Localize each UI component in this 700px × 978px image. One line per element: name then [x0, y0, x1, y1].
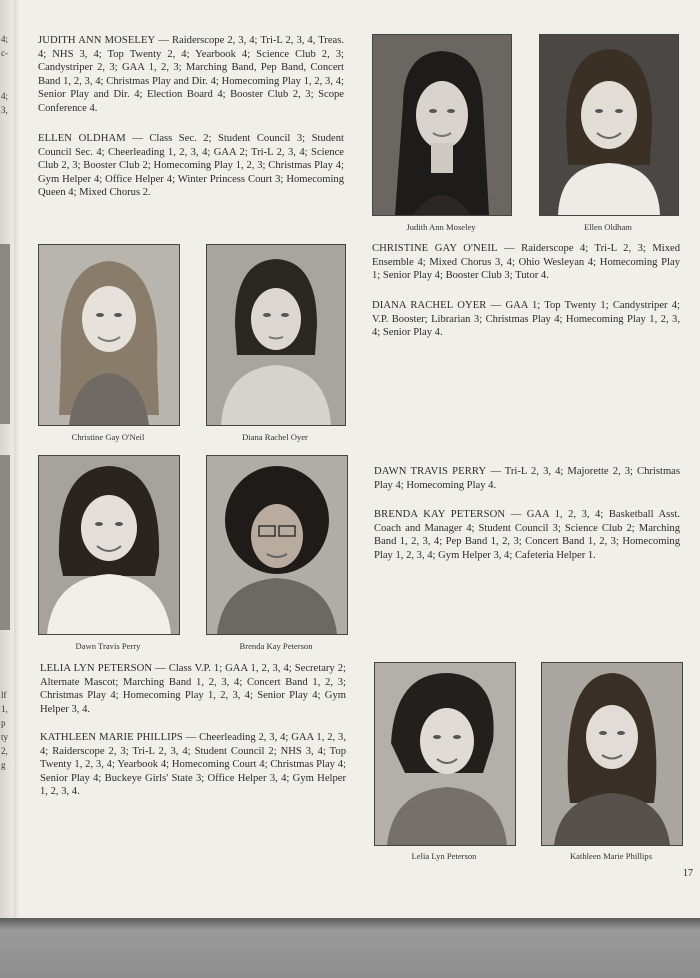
portrait-photo [541, 662, 683, 846]
bio-text: — Tri-L 2, 3, 4; Majorette 2, 3; Christmas Play 4; Homecoming Play 4. [374, 466, 681, 491]
photo-caption: Diana Rachel Oyer [242, 432, 308, 442]
bio-text: — GAA 1, 2, 3, 4; Basketball Asst. Coach and Manager 4; Student Council 3; Science Club 2; Marching Band 1, 2, 3, 4; Pep Band 1, 2, 3; Concert Band 1, 2, 3; Homecoming Play 1, 2, 3, 4; Gym Helper 3, 4; Cafeteria Helper 1. [374, 509, 680, 561]
portrait-photo [38, 244, 180, 426]
bio-l-peterson [40, 662, 346, 716]
bio-b-peterson [374, 508, 680, 562]
margin-fragment: 2, [1, 746, 8, 756]
portrait-photo [38, 455, 180, 635]
photo-caption: Dawn Travis Perry [75, 641, 141, 651]
bio-name: DIANA RACHEL OYER [372, 300, 487, 311]
bio-text: — Class V.P. 1; GAA 1, 2, 3, 4; Secretary 2; Alternate Mascot; Marching Band 1, 2, 3, 4; Concert Band 1, 2, 3; Christmas Play 4; Homecoming Play 1, 2, 3, 4; Senior Play 4; Gym Helper 3, 4. [40, 663, 346, 715]
photo-caption: Christine Gay O'Neil [71, 432, 145, 442]
margin-fragment: g [1, 760, 6, 770]
bio-name: DAWN TRAVIS PERRY [374, 466, 487, 477]
facing-page-photo-edge [0, 455, 10, 630]
margin-fragment: 3, [1, 105, 8, 115]
bio-name: ELLEN OLDHAM [38, 133, 126, 144]
photo-caption: Kathleen Marie Phillips [569, 851, 653, 861]
bio-name: CHRISTINE GAY O'NEIL [372, 243, 498, 254]
margin-fragment: c- [1, 48, 8, 58]
portrait-photo [539, 34, 679, 216]
margin-fragment: lf [1, 690, 7, 700]
bio-name: JUDITH ANN MOSELEY [38, 35, 156, 46]
facing-page-photo-edge [0, 244, 10, 424]
portrait-photo [206, 244, 346, 426]
photo-caption: Judith Ann Moseley [406, 222, 476, 232]
margin-fragment: 4; [1, 91, 9, 101]
portrait-photo [206, 455, 348, 635]
photo-caption: Ellen Oldham [584, 222, 632, 232]
bio-perry [374, 465, 680, 492]
scan-background [0, 918, 700, 978]
bio-oyer [372, 299, 680, 340]
bio-text: — Raiderscope 4; Tri-L 2, 3; Mixed Ensemble 4; Mixed Chorus 3, 4; Ohio Wesleyan 4; Homecoming Play 1; Senior Play 4; Booster Club 3; Tutor 4. [372, 243, 680, 281]
margin-fragment: ty [1, 732, 9, 742]
photo-caption: Brenda Kay Peterson [239, 641, 313, 651]
bio-text: — GAA 1; Top Twenty 1; Candystriper 4; V.P. Booster; Librarian 3; Christmas Play 4; Homecoming Play 1, 2, 3, 4; Senior Play 4. [372, 300, 680, 338]
bio-oldham [38, 132, 344, 200]
bio-text: — Cheerleading 2, 3, 4; GAA 1, 2, 3, 4; Raiderscope 2, 3; Tri-L 2, 3, 4; Student Council 2; NHS 3, 4; Top Twenty 1, 2, 3, 4; Yearbook 4; Homecoming Court 4; Christmas Play 4; Senior Play 4; Buckeye Girls' State 3; Office Helper 3, 4; Gym Helper 1, 2, 3, 4. [40, 732, 346, 797]
margin-fragment: 4; [1, 34, 9, 44]
margin-fragment: 1, [1, 704, 8, 714]
bio-text: — Class Sec. 2; Student Council 3; Student Council Sec. 4; Cheerleading 1, 2, 3, 4; GAA 2; Tri-L 2, 3, 4; Science Club 2, 3; Booster Club 2; Homecoming Play 1, 2, 3; Christmas Play 4; Gym Helper 4; Office Helper 4; Winter Princess Court 3; Homecoming Queen 4; Mixed Chorus 2. [38, 133, 344, 198]
bio-text: — Raiderscope 2, 3, 4; Tri-L 2, 3, 4, Treas. 4; NHS 3, 4; Top Twenty 2, 4; Yearbook 4; Science Club 2, 3; Candystriper 2, 3; GAA 1, 2, 3; Marching Band, Pep Band, Concert Band 1, 2, 3, 4; Christmas Play and Dir. 4; Homecoming Play 1, 2, 3, 4; Senior Play and Dir. 4; Election Board 4; Booster Club 2, 3; Scope Conference 4. [38, 35, 345, 114]
portrait-photo [372, 34, 512, 216]
bio-moseley [38, 34, 344, 115]
bio-oneil [372, 242, 680, 283]
portrait-photo [374, 662, 516, 846]
bio-name: LELIA LYN PETERSON [40, 663, 153, 674]
photo-caption: Lelia Lyn Peterson [411, 851, 477, 861]
bio-name: KATHLEEN MARIE PHILLIPS [40, 732, 183, 743]
margin-fragment: p [1, 718, 6, 728]
spine-shadow [14, 0, 20, 918]
bio-phillips [40, 731, 346, 799]
bio-name: BRENDA KAY PETERSON [374, 509, 506, 520]
page-number: 17 [683, 868, 693, 879]
